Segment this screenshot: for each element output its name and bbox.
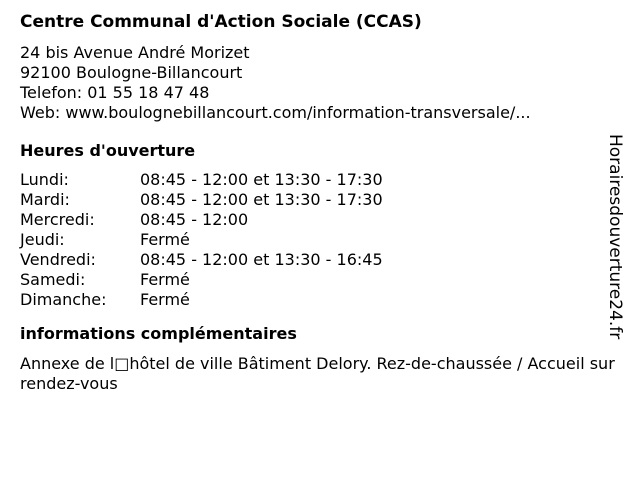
location-card	[20, 10, 620, 394]
hours-row-sunday	[20, 290, 620, 310]
day-label: Samedi:	[20, 270, 86, 289]
day-label: Mardi:	[20, 190, 70, 209]
opening-hours-table	[20, 170, 620, 310]
hours-value: 08:45 - 12:00 et 13:30 - 17:30	[140, 190, 383, 209]
hours-value: 08:45 - 12:00 et 13:30 - 17:30	[140, 170, 383, 189]
hours-value: 08:45 - 12:00 et 13:30 - 16:45	[140, 250, 383, 269]
additional-info-text: Annexe de l□hôtel de ville Bâtiment Delory. Rez-de-chaussée / Accueil sur rendez-vous	[20, 354, 615, 393]
phone-number: Telefon: 01 55 18 47 48	[20, 83, 210, 102]
additional-info-heading: informations complémentaires	[20, 324, 297, 343]
site-watermark: Horairesdouverture24.fr	[605, 134, 625, 340]
hours-row-monday	[20, 170, 620, 190]
hours-row-friday	[20, 250, 620, 270]
day-label: Dimanche:	[20, 290, 107, 309]
hours-row-thursday	[20, 230, 620, 250]
day-label: Lundi:	[20, 170, 69, 189]
address-street: 24 bis Avenue André Morizet	[20, 43, 250, 62]
hours-row-wednesday	[20, 210, 620, 230]
contact-block	[20, 43, 620, 123]
hours-value: 08:45 - 12:00	[140, 210, 249, 229]
address-city: 92100 Boulogne-Billancourt	[20, 63, 243, 82]
day-label: Mercredi:	[20, 210, 95, 229]
day-label: Jeudi:	[20, 230, 65, 249]
hours-value: Fermé	[140, 230, 190, 249]
organization-title: Centre Communal d'Action Sociale (CCAS)	[20, 12, 422, 32]
hours-value: Fermé	[140, 270, 190, 289]
website-link[interactable]: Web: www.boulognebillancourt.com/information-transversale/...	[20, 103, 531, 122]
hours-row-tuesday	[20, 190, 620, 210]
hours-row-saturday	[20, 270, 620, 290]
hours-value: Fermé	[140, 290, 190, 309]
opening-hours-heading: Heures d'ouverture	[20, 141, 196, 160]
day-label: Vendredi:	[20, 250, 96, 269]
